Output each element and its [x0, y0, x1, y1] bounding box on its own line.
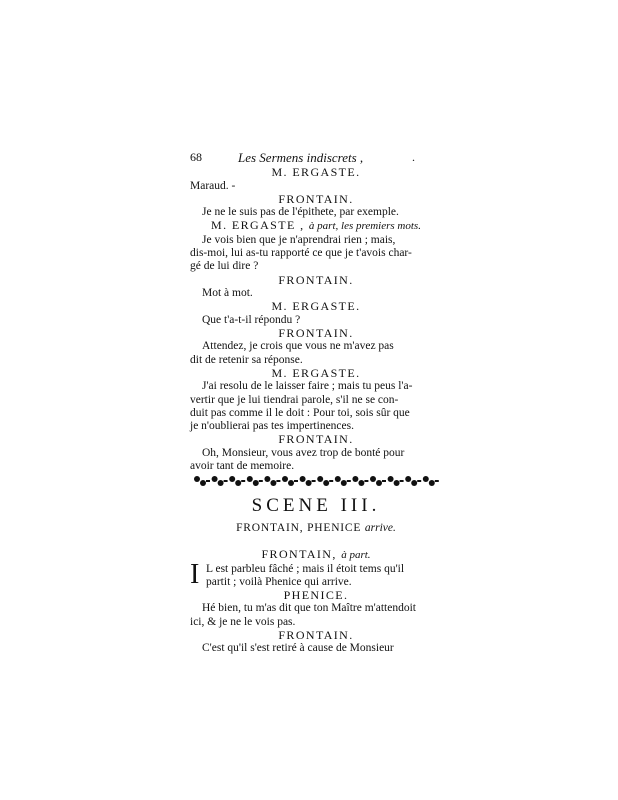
ornament-scroll	[352, 476, 358, 482]
speaker-name	[190, 589, 442, 603]
text-line: dit de retenir sa réponse.	[190, 353, 303, 366]
dialogue-part-2-rest	[190, 589, 442, 656]
page-header	[190, 150, 442, 166]
text-line: vertir que je lui tiendrai parole, s'il ne se con-	[190, 393, 399, 406]
ornament-link	[276, 480, 280, 482]
ornament-link	[435, 480, 439, 482]
ornament-scroll	[270, 480, 276, 486]
text-line: J'ai resolu de le laisser faire ; mais tu peus l'a-	[202, 380, 413, 393]
speaker-label: FRONTAIN.	[278, 432, 354, 447]
ornament-scroll	[229, 476, 235, 482]
speaker-name	[190, 166, 442, 180]
text-line: L est parbleu fâché ; mais il étoit tems qu'il	[206, 562, 405, 575]
speaker-label: FRONTAIN.	[278, 272, 354, 287]
speaker-name	[190, 300, 442, 314]
ornament-link	[400, 480, 404, 482]
text-line: C'est qu'il s'est retiré à cause de Monsieur	[202, 642, 394, 655]
ornament-scroll	[388, 476, 394, 482]
text-line: ici, & je ne le vois pas.	[190, 615, 296, 628]
scene-characters-names: FRONTAIN, PHENICE	[236, 522, 362, 534]
ornament-link	[382, 480, 386, 482]
drop-cap: I	[190, 558, 200, 590]
speaker-label: M. ERGASTE.	[271, 299, 361, 314]
scene-title: SCENE III.	[251, 495, 381, 516]
scene-characters-stage: arrive.	[364, 522, 396, 534]
ornament-scroll	[423, 476, 429, 482]
text-line: avoir tant de memoire.	[190, 459, 295, 472]
ornament-scroll	[429, 480, 435, 486]
ornament-scroll	[194, 476, 200, 482]
ornament-scroll	[282, 476, 288, 482]
ornament-scroll	[405, 476, 411, 482]
speaker-name	[190, 274, 442, 288]
speaker-name	[190, 367, 442, 381]
ornament-scroll	[300, 476, 306, 482]
text-line: Que t'a-t-il répondu ?	[202, 313, 301, 326]
ornament-scroll	[235, 480, 241, 486]
speaker-name	[190, 548, 442, 563]
speaker-label: M. ERGASTE.	[271, 365, 361, 380]
ornament-scroll	[341, 480, 347, 486]
text-line: dis-moi, lui as-tu rapporté ce que je t'avois char-	[190, 247, 412, 260]
text-line: Je ne le suis pas de l'épithete, par exemple.	[202, 206, 399, 219]
ornament-link	[347, 480, 351, 482]
text-line: Je vois bien que je n'aprendrai rien ; mais,	[202, 233, 396, 246]
dialogue-part-2	[190, 548, 442, 656]
ornament-scroll	[376, 480, 382, 486]
speaker-label: FRONTAIN,	[261, 547, 337, 561]
ornament-link	[224, 480, 228, 482]
speaker-label: PHENICE.	[283, 587, 349, 602]
page-number: 68	[190, 150, 202, 164]
ornament-scroll	[394, 480, 400, 486]
speaker-name	[190, 433, 442, 447]
ornament-link	[206, 480, 210, 482]
ornament-scroll	[306, 480, 312, 486]
text-line: Maraud. -	[190, 179, 236, 192]
header-mark: .	[412, 150, 415, 164]
text-line: partit ; voilà Phenice qui arrive.	[206, 575, 352, 588]
ornament-scroll	[358, 480, 364, 486]
speaker-label: FRONTAIN.	[278, 191, 354, 206]
ornament-link	[241, 480, 245, 482]
stage-direction: à part, les premiers mots.	[308, 220, 421, 233]
speaker-label: FRONTAIN.	[278, 325, 354, 340]
text-line: gé de lui dire ?	[190, 260, 259, 273]
text-line: Oh, Monsieur, vous avez trop de bonté pour	[202, 446, 405, 459]
speaker-label: FRONTAIN.	[278, 627, 354, 642]
scene-characters	[190, 522, 442, 534]
ornament-scroll	[323, 480, 329, 486]
ornament-scroll	[200, 480, 206, 486]
text-line: je n'oublierai pas tes impertinences.	[190, 419, 354, 432]
ornament-link	[329, 480, 333, 482]
ornament-link	[364, 480, 368, 482]
text-line: Hé bien, tu m'as dit que ton Maître m'attendoit	[202, 602, 416, 615]
dialogue-part-1	[190, 166, 442, 473]
ornament-scroll	[411, 480, 417, 486]
ornament-scroll	[253, 480, 259, 486]
ornament-scroll	[335, 476, 341, 482]
ornament-scroll	[370, 476, 376, 482]
stage-direction: à part.	[341, 549, 371, 561]
text-line: duit pas comme il le doit : Pour toi, sois sûr que	[190, 406, 410, 419]
running-title: Les Sermens indiscrets ,	[238, 150, 364, 165]
ornamental-divider	[190, 474, 442, 488]
ornament-scroll	[218, 480, 224, 486]
ornament-link	[294, 480, 298, 482]
text-line: Mot à mot.	[202, 287, 253, 300]
dropcap-paragraph	[190, 558, 442, 590]
ornament-link	[312, 480, 316, 482]
ornament-scroll	[247, 476, 253, 482]
ornament-scroll	[317, 476, 323, 482]
ornament-scroll	[212, 476, 218, 482]
speaker-name	[190, 219, 442, 234]
speaker-label: M. ERGASTE.	[271, 165, 361, 179]
speaker-name	[190, 629, 442, 643]
speaker-name	[190, 193, 442, 207]
ornament-scroll	[288, 480, 294, 486]
ornament-scroll	[264, 476, 270, 482]
speaker-label: M. ERGASTE ,	[211, 218, 305, 233]
ornament-link	[417, 480, 421, 482]
text-line: Attendez, je crois que vous ne m'avez pas	[202, 340, 394, 353]
ornament-link	[259, 480, 263, 482]
speaker-name	[190, 327, 442, 341]
